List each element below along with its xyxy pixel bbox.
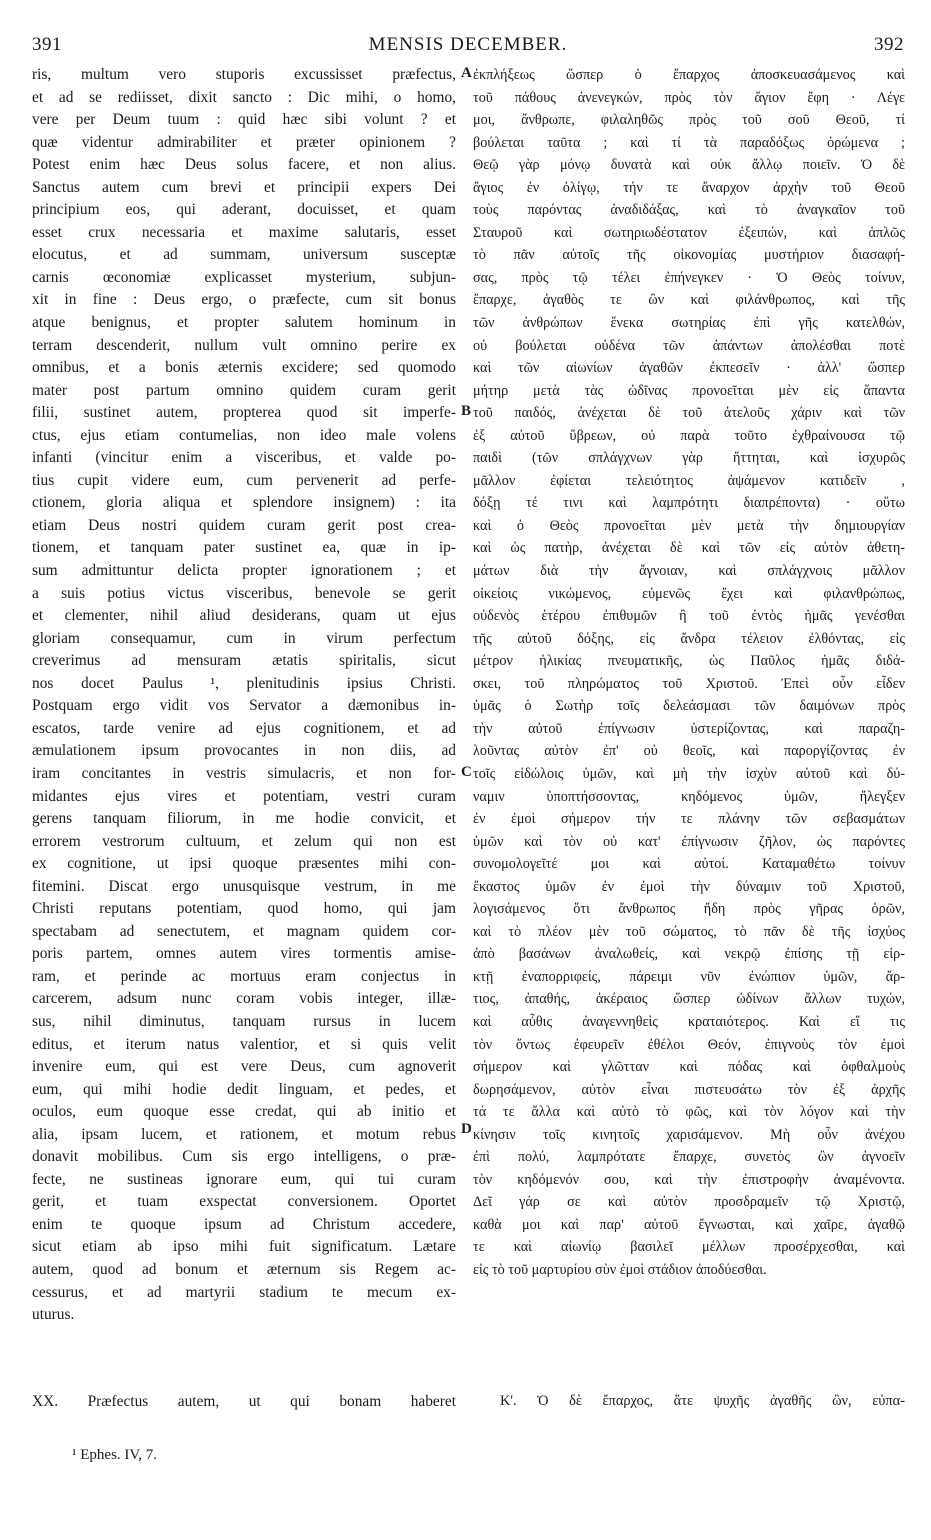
latin-text-line: a suis potius victus visceribus, benevole se gerit	[32, 584, 456, 602]
latin-text-line: ex cognitione, ut ipsi quoque præsentes mihi con-	[32, 855, 456, 873]
latin-text-line: et clementer, nihil aliud desiderans, quam ut ejus	[32, 607, 456, 625]
greek-text-line: καὶ ὡς πατὴρ, ἀνέχεται δὲ καὶ τῶν εἰς αὐτὸν ἀθετη-	[473, 540, 905, 557]
section-heading-greek: Κ'. Ὁ δὲ ἔπαρχος, ἅτε ψυχῆς ἀγαθῆς ὢν, εὐπα-	[500, 1393, 905, 1409]
latin-text-line: ctus, ejus etiam contumelias, non ideo male volens	[32, 426, 456, 444]
section-heading-latin: XX. Præfectus autem, ut qui bonam haberet	[32, 1393, 456, 1410]
margin-mark-a: A	[461, 65, 472, 81]
page-number-right: 392	[874, 34, 904, 55]
greek-text-line: εἰς τὸ τοῦ μαρτυρίου σὺν ἐμοὶ στάδιον ἀποδύεσθαι.	[473, 1261, 767, 1278]
greek-text-line: τὸν κηδόμενόν σου, καὶ τὴν ἐπιστροφὴν ἀναμένοντα.	[473, 1171, 905, 1188]
greek-text-line: ἅγιος ἐν ὀλίγῳ, τήν τε ἄναρχον ἀρχὴν τοῦ Θεοῦ	[473, 179, 905, 196]
latin-text-line: esset crux necessaria et maxime salutaris, esset	[32, 223, 456, 241]
latin-text-line: creverimus ad mensuram ætatis spiritalis, sicut	[32, 652, 456, 670]
latin-text-line: carcerem, adsum nunc coram vobis integer, illæ-	[32, 990, 456, 1008]
greek-text-line: ναμιν ὑποπτήσσοντας, κηδόμενος ὑμῶν, ἤλεγξεν	[473, 788, 905, 805]
latin-text-line: xit in fine : Deus ergo, o præfecte, cum sit bonus	[32, 291, 456, 309]
greek-text-line: λογισάμενος ὅτι ἄνθρωπος ἤδη πρὸς γῆρας ὁρῶν,	[473, 901, 905, 918]
margin-mark-c: C	[461, 764, 472, 780]
greek-text-line: τὴν αὐτοῦ ἐπίγνωσιν ὑστερίζοντας, καὶ παραζη-	[473, 720, 905, 737]
latin-text-line: enim te quoque ipsum ad Christum accedere,	[32, 1215, 456, 1233]
latin-text-line: elocutus, et ad summam, universum susceptæ	[32, 246, 456, 264]
greek-text-line: οὐ βούλεται οὐδένα τῶν ἁπάντων ἀπολέσθαι ποτὲ	[473, 337, 905, 354]
running-title: MENSIS DECEMBER.	[368, 34, 568, 55]
greek-text-line: τὸν ὄντως ἐφευρεῖν ἐθέλοι Θεόν, ἐπιγνοὺς τὸν ἐμοὶ	[473, 1036, 905, 1053]
latin-text-line: sum admittuntur delicta propter ignorationem ; et	[32, 562, 456, 580]
greek-text-line: καὶ τῶν αἰωνίων ἀγαθῶν ἐκπεσεῖν · ἀλλ' ὥσπερ	[473, 360, 905, 377]
greek-text-line: Σταυροῦ καὶ σωτηριωδέστατον ἐξειπών, καὶ ἁπλῶς	[473, 224, 905, 241]
greek-text-line: τοῖς εἰδώλοις ὑμῶν, καὶ μὴ τὴν ἰσχὺν αὐτοῦ καὶ δύ-	[473, 765, 905, 782]
greek-text-line: τὸ πᾶν αὐτοῖς τῆς οἰκονομίας μυστήριον διασαφή-	[473, 247, 905, 264]
latin-text-line: principium eos, qui aderant, docuisset, et quam	[32, 201, 456, 219]
greek-text-line: συνομολογεῖτέ μοι καὶ αὐτοί. Καταμαθέτω τοίνυν	[473, 856, 905, 873]
greek-text-line: ἐν ἐμοὶ σήμερον τήν τε πλάνην τῶν σεβασμάτων	[473, 811, 905, 828]
latin-text-line: gloriam consequamur, cum in virum perfectum	[32, 629, 456, 647]
greek-text-line: ἀπὸ βασάνων ἀναλωθείς, καὶ νεκρῷ ἐπίσης τῇ εἱρ-	[473, 946, 905, 963]
greek-text-line: μέτρον ἡλικίας πνευματικῆς, ὡς Παῦλος ἡμᾶς διδά-	[473, 653, 905, 670]
greek-text-line: καθὰ μοι καὶ παρ' αὐτοῦ ἔγνωσται, καὶ χαῖρε, ἀγαθῷ	[473, 1216, 905, 1233]
greek-text-line: ἕκαστος ὑμῶν ἐν ἐμοὶ τὴν δύναμιν τοῦ Χριστοῦ,	[473, 878, 905, 895]
greek-text-line: τά τε ἄλλα καὶ αὐτὸ τὸ φῶς, καὶ τὸν λόγον καὶ τὴν	[473, 1104, 905, 1121]
latin-text-line: Christi reputans potentiam, quod homo, qui jam	[32, 900, 456, 918]
margin-mark-b: B	[461, 403, 472, 419]
latin-text-line: carnis œconomiæ explicasset mysterium, subjun-	[32, 268, 456, 286]
latin-text-line: autem, quod ad bonum et æternum sis Regem ac-	[32, 1260, 456, 1278]
greek-text-line: ἐκπλήξεως ὥσπερ ὁ ἔπαρχος ἀποσκευασάμενος καὶ	[473, 67, 905, 83]
greek-text-line: ἐπὶ πολύ, λαμπρότατε ἔπαρχε, συνετὸς ὢν ἀγνοεῖν	[473, 1149, 905, 1166]
greek-text-line: ἐξ αὐτοῦ ὕβρεων, οὐ παρὰ τοῦτο ἐχθραίνουσα τῷ	[473, 427, 905, 444]
latin-text-line: Sanctus autem cum brevi et principii expers Dei	[32, 178, 456, 196]
latin-text-line: tius cupit videre eum, cum pervenerit ad perfe-	[32, 471, 456, 489]
greek-text-line: οἰκείοις νικώμενος, εὐμενῶς ἔχει καὶ φιλανθρώπως,	[473, 585, 905, 602]
latin-text-line: ris, multum vero stuporis excussisset præfectus,	[32, 66, 456, 83]
latin-text-line: poris partem, omnes autem vires tormentis amise-	[32, 945, 456, 963]
greek-text-line: τοῦ παιδός, ἀνέχεται δὲ τοῦ ἀτελοῦς χάριν καὶ τῶν	[473, 405, 905, 422]
latin-column	[32, 64, 456, 1327]
greek-text-line: κίνησιν τοῖς κινητοῖς χαρισάμενον. Μὴ οὖν ἀνέχου	[473, 1126, 905, 1143]
greek-text-line: Θεῷ γὰρ μόνῳ δυνατὰ καὶ οὐκ ἄλλῳ ποιεῖν. Ὁ δὲ	[473, 157, 905, 174]
greek-text-line: κτῇ ἐναπορριφείς, πάρειμι νῦν ἐνώπιον ὑμῶν, ἄρ-	[473, 968, 905, 985]
latin-text-line: gerit, et tuam exspectat conversionem. Oportet	[32, 1193, 456, 1211]
latin-text-line: Potest enim hæc Deus solus facere, et non alius.	[32, 156, 456, 174]
latin-text-line: mater post partum omnino quidem curam gerit	[32, 381, 456, 399]
greek-text-line: τιος, ἀπαθής, ἀκέραιος ὥσπερ ὠδίνων ἄλλων τυχών,	[473, 991, 905, 1008]
page-header	[32, 34, 904, 58]
greek-text-line: καὶ ὁ Θεὸς προνοεῖται μὲν μετὰ τὴν δημιουργίαν	[473, 517, 905, 534]
latin-text-line: spectabam ad senectutem, et magnam quidem cor-	[32, 922, 456, 940]
greek-text-line: μοι, ἄνθρωπε, φιλαληθῶς πρὸς τοῦ σοῦ Θεοῦ, τί	[473, 112, 905, 129]
latin-text-line: omnibus, et a bonis æternis excidere; sed quomodo	[32, 359, 456, 377]
latin-text-line: errorem vestrorum cultuum, et zelum qui non est	[32, 832, 456, 850]
latin-text-line: et ad se rediisset, dixit sancto : Dic mihi, o homo,	[32, 88, 456, 106]
greek-text-line: μήτηρ μετὰ τὰς ὠδῖνας προνοεῖται μὲν εἰς ἅπαντα	[473, 382, 905, 399]
greek-text-line: σήμερον καὶ γλῶτταν καὶ πόδας καὶ ὀφθαλμοὺς	[473, 1059, 905, 1076]
margin-mark-d: D	[461, 1121, 472, 1137]
greek-text-line: σας, πρὸς τῷ τέλει ἐπήνεγκεν · Ὁ Θεὸς τοίνυν,	[473, 269, 905, 286]
latin-text-line: sus, nihil diminutus, tanquam rursus in lucem	[32, 1012, 456, 1030]
greek-text-line: τοὺς παρόντας ἀναδιδάξας, καὶ τὸ ἀναγκαῖον τοῦ	[473, 202, 905, 219]
latin-text-line: sicut etiam ab ipso mihi fuit significatum. Lætare	[32, 1238, 456, 1256]
greek-text-line: τῶν ἀνθρώπων ἕνεκα σωτηρίας ἐπὶ γῆς κατελθών,	[473, 315, 905, 332]
latin-text-line: fecte, ne sustineas ignorare eum, qui tui curam	[32, 1170, 456, 1188]
greek-text-line: λοῦντας αὐτὸν ἐπ' οὐ θεοῖς, καὶ παροργίζοντας ἐν	[473, 743, 905, 760]
greek-text-line: σκει, τοῦ πληρώματος τοῦ Χριστοῦ. Ἐπεὶ οὖν εἶδεν	[473, 675, 905, 692]
latin-text-line: midantes ejus vires et potentiam, vestri curam	[32, 787, 456, 805]
greek-text-line: μάτων διὰ τὴν ἄγνοιαν, καὶ σπλάγχνοις μᾶλλον	[473, 563, 905, 580]
greek-text-line: δόξῃ τέ τινι καὶ λαμπρότητι διαπρέποντα) · οὕτω	[473, 495, 905, 512]
latin-text-line: oculos, eum quoque esse credat, qui ab initio et	[32, 1103, 456, 1121]
latin-text-line: atque benignus, et propter salutem hominum in	[32, 314, 456, 332]
footnote: ¹ Ephes. IV, 7.	[72, 1447, 158, 1463]
latin-text-line: ram, et perinde ac mortuus eram conjectus in	[32, 967, 456, 985]
greek-text-line: οὐδενὸς ἑτέρου ἐπιθυμῶν ἢ τοῦ ἐντὸς ἡμᾶς γενέσθαι	[473, 608, 905, 625]
latin-text-line: editus, et iterum natus valentior, et si quis velit	[32, 1035, 456, 1053]
latin-text-line: terram descenderit, nullum vult omnino perire ex	[32, 336, 456, 354]
latin-text-line: tionem, et tanquam pater sustinet ea, quæ in ip-	[32, 539, 456, 557]
latin-text-line: filii, sustinet autem, propterea quod sit imperfe-	[32, 404, 456, 422]
latin-text-line: quæ videntur admirabiliter et præter opinionem ?	[32, 133, 456, 151]
greek-text-line: Δεῖ γάρ σε καὶ αὐτὸν προσδραμεῖν τῷ Χριστῷ,	[473, 1194, 905, 1211]
greek-text-line: τε καὶ αἰωνίῳ βασιλεῖ μέλλων προσέρχεσθαι, καὶ	[473, 1239, 905, 1256]
latin-text-line: donavit mobilibus. Cum sis ergo intelligens, o præ-	[32, 1148, 456, 1166]
latin-text-line: Postquam ergo vidit vos Servator a dæmonibus in-	[32, 697, 456, 715]
greek-text-line: τῆς αὐτοῦ δόξης, εἰς ἄνδρα τέλειον ἐλθόντας, εἰς	[473, 630, 905, 647]
greek-text-line: μᾶλλον ἐφίεται τελειότητος ἀψάμενον κατιδεῖν ,	[473, 472, 905, 489]
latin-text-line: iram concitantes in vestris simulacris, et non for-	[32, 764, 456, 782]
greek-text-line: παιδὶ (τῶν σπλάγχνων γὰρ ἥττηται, καὶ ἰσχυρῶς	[473, 450, 905, 467]
latin-text-line: eum, qui mihi hodie dedit linguam, et pedes, et	[32, 1080, 456, 1098]
greek-text-line: τοῦ πάθους ἀνενεγκών, πρὸς τὸν ἅγιον ἔφη · Λέγε	[473, 89, 905, 106]
greek-text-line: ἔπαρχε, ἀγαθὸς τε ὢν καὶ φιλάνθρωπος, καὶ τῆς	[473, 292, 905, 309]
latin-text-line: æmulationem ipsum provocantes in non diis, ad	[32, 742, 456, 760]
greek-text-line: ὑμᾶς ὁ Σωτὴρ τοῖς δελεάσμασι τῶν δαιμόνων πρὸς	[473, 698, 905, 715]
page-number-left: 391	[32, 34, 62, 55]
latin-text-line: etiam Deus nostri quidem curam gerit post crea-	[32, 516, 456, 534]
latin-text-line: gerens tanquam filiorum, in me hodie convicit, et	[32, 810, 456, 828]
latin-text-line: infanti (vincitur enim a visceribus, et valde po-	[32, 449, 456, 467]
greek-text-line: καὶ τὸ πλέον μὲν τοῦ σώματος, τὸ πᾶν δὲ τῆς ἰσχύος	[473, 923, 905, 940]
latin-text-line: cessurus, et ad martyrii stadium te mecum ex-	[32, 1283, 456, 1301]
greek-text-line: βούλεται ταῦτα ; καὶ τί τὰ παραδόξως ὁρώμενα ;	[473, 134, 905, 151]
latin-text-line: vere per Deum tuum : quid hæc sibi volunt ? et	[32, 111, 456, 129]
latin-text-line: invenire eum, qui est vere Deus, cum agnoverit	[32, 1058, 456, 1076]
latin-text-line: ctionem, gloria aliqua et splendore insignem) : ita	[32, 494, 456, 512]
latin-text-line: uturus.	[32, 1306, 75, 1324]
latin-text-line: nos docet Paulus ¹, plenitudinis ipsius Christi.	[32, 674, 456, 692]
latin-text-line: escatos, tarde venire ad ejus cognitionem, et ad	[32, 719, 456, 737]
greek-column	[473, 64, 905, 1282]
latin-text-line: fitemini. Discat ergo unusquisque vestrum, in me	[32, 877, 456, 895]
greek-text-line: καὶ αὖθις ἀναγεννηθεὶς κραταιότερος. Καὶ εἴ τις	[473, 1013, 905, 1030]
greek-text-line: ὑμῶν καὶ τὸν οὐ κατ' ἐπίγνωσιν ζῆλον, ὡς παρόντες	[473, 833, 905, 850]
latin-text-line: alia, ipsam lucem, et rationem, et motum rebus	[32, 1125, 456, 1143]
greek-text-line: δωρησάμενον, αὐτὸν εἶναι πιστευσάτω τὸν ἐξ ἀρχῆς	[473, 1081, 905, 1098]
